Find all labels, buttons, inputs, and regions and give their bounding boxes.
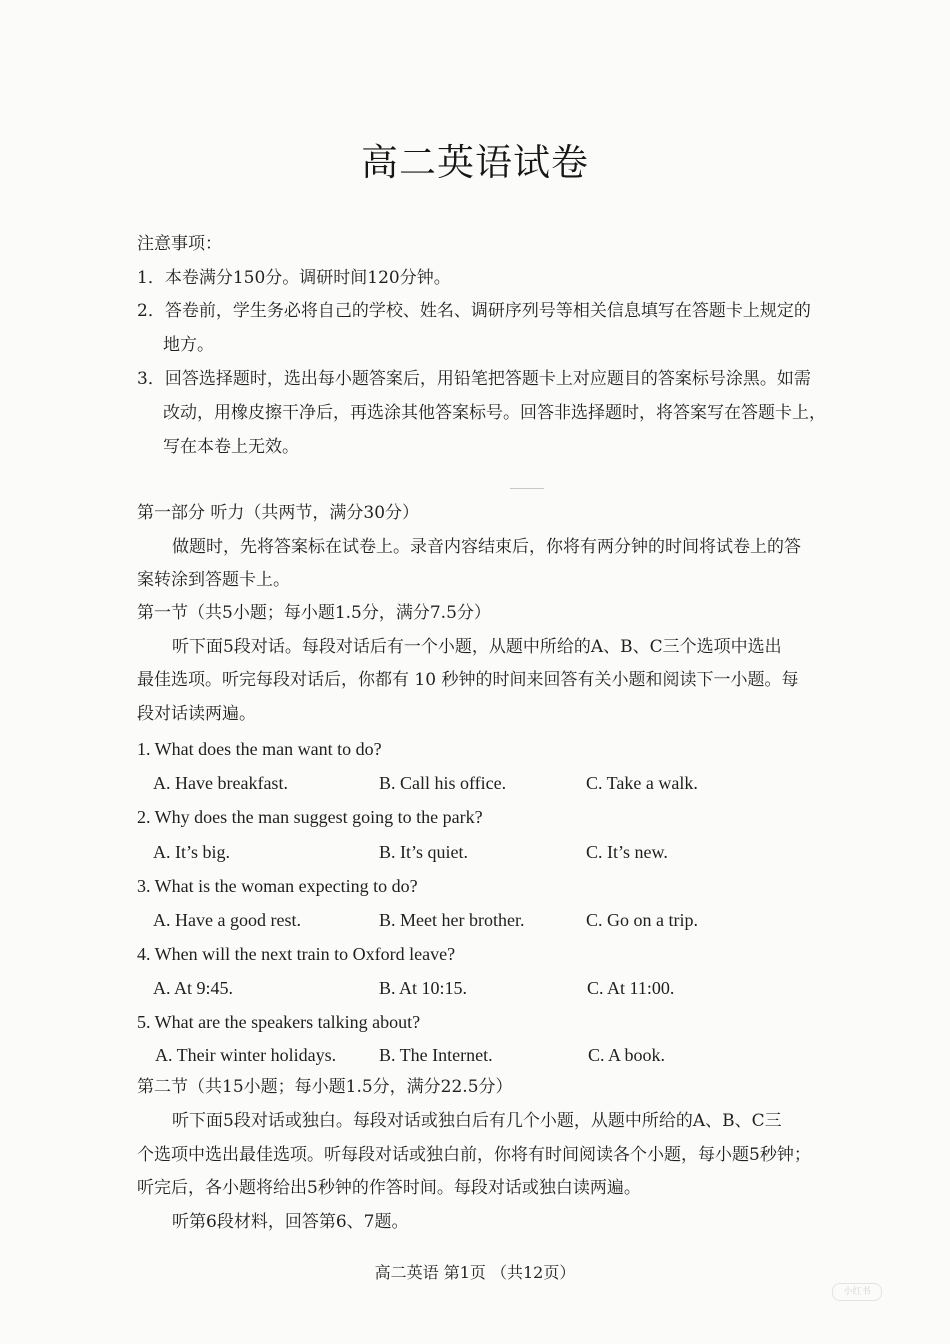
- notice-item-3-line-1: 3．回答选择题时，选出每小题答案后，用铅笔把答题卡上对应题目的答案标号涂黑。如需: [137, 369, 811, 389]
- question-5-option-a: A. Their winter holidays.: [155, 1045, 337, 1065]
- question-4: 4. When will the next train to Oxford leave?: [137, 944, 456, 964]
- section1-intro-line-1: 听下面5段对话。每段对话后有一个小题，从题中所给的A、B、C三个选项中选出: [172, 637, 782, 657]
- question-4-option-a: A. At 9:45.: [153, 978, 234, 998]
- divider: [510, 488, 544, 489]
- question-3: 3. What is the woman expecting to do?: [137, 876, 418, 896]
- section2-material-note: 听第6段材料，回答第6、7题。: [172, 1212, 409, 1232]
- question-1-option-c: C. Take a walk.: [586, 773, 698, 793]
- notice-item-2-line-1: 2．答卷前，学生务必将自己的学校、姓名、调研序列号等相关信息填写在答题卡上规定的: [137, 301, 811, 321]
- question-5: 5. What are the speakers talking about?: [137, 1012, 421, 1032]
- notice-heading: 注意事项：: [137, 234, 222, 254]
- question-1-option-a: A. Have breakfast.: [153, 773, 288, 793]
- section2-intro-line-1: 听下面5段对话或独白。每段对话或独白后有几个小题，从题中所给的A、B、C三: [172, 1111, 782, 1131]
- part1-intro-line-1: 做题时，先将答案标在试卷上。录音内容结束后，你将有两分钟的时间将试卷上的答: [172, 537, 801, 557]
- question-1: 1. What does the man want to do?: [137, 739, 382, 759]
- question-3-option-a: A. Have a good rest.: [153, 910, 301, 930]
- question-5-option-c: C. A book.: [588, 1045, 666, 1065]
- question-3-option-b: B. Meet her brother.: [379, 910, 525, 930]
- question-2-option-b: B. It’s quiet.: [379, 842, 468, 862]
- part1-intro-line-2: 案转涂到答题卡上。: [137, 570, 290, 590]
- page-title: 高二英语试卷: [361, 141, 589, 184]
- watermark-badge: 小红书: [832, 1283, 882, 1301]
- page-footer: 高二英语 第1页 （共12页）: [374, 1263, 576, 1282]
- part1-heading: 第一部分 听力（共两节，满分30分）: [137, 503, 420, 523]
- section1-intro-line-2: 最佳选项。听完每段对话后，你都有 10 秒钟的时间来回答有关小题和阅读下一小题。每: [137, 670, 799, 690]
- notice-item-3-line-3: 写在本卷上无效。: [163, 437, 299, 457]
- question-2-option-c: C. It’s new.: [586, 842, 668, 862]
- section1-intro-line-3: 段对话读两遍。: [137, 704, 256, 724]
- question-2: 2. Why does the man suggest going to the park?: [137, 807, 483, 827]
- notice-item-1-line-1: 1．本卷满分150分。调研时间120分钟。: [137, 268, 451, 288]
- question-4-option-b: B. At 10:15.: [379, 978, 468, 998]
- section2-heading: 第二节（共15小题；每小题1.5分，满分22.5分）: [137, 1077, 513, 1097]
- question-1-option-b: B. Call his office.: [379, 773, 507, 793]
- question-5-option-b: B. The Internet.: [379, 1045, 493, 1065]
- section1-heading: 第一节（共5小题；每小题1.5分，满分7.5分）: [137, 603, 491, 623]
- notice-item-3-line-2: 改动，用橡皮擦干净后，再选涂其他答案标号。回答非选择题时，将答案写在答题卡上，: [163, 403, 826, 423]
- section2-intro-line-2: 个选项中选出最佳选项。听每段对话或独白前，你将有时间阅读各个小题，每小题5秒钟；: [137, 1145, 811, 1165]
- section2-intro-line-3: 听完后，各小题将给出5秒钟的作答时间。每段对话或独白读两遍。: [137, 1178, 641, 1198]
- question-4-option-c: C. At 11:00.: [587, 978, 675, 998]
- question-3-option-c: C. Go on a trip.: [586, 910, 698, 930]
- notice-item-2-line-2: 地方。: [163, 335, 214, 355]
- question-2-option-a: A. It’s big.: [153, 842, 231, 862]
